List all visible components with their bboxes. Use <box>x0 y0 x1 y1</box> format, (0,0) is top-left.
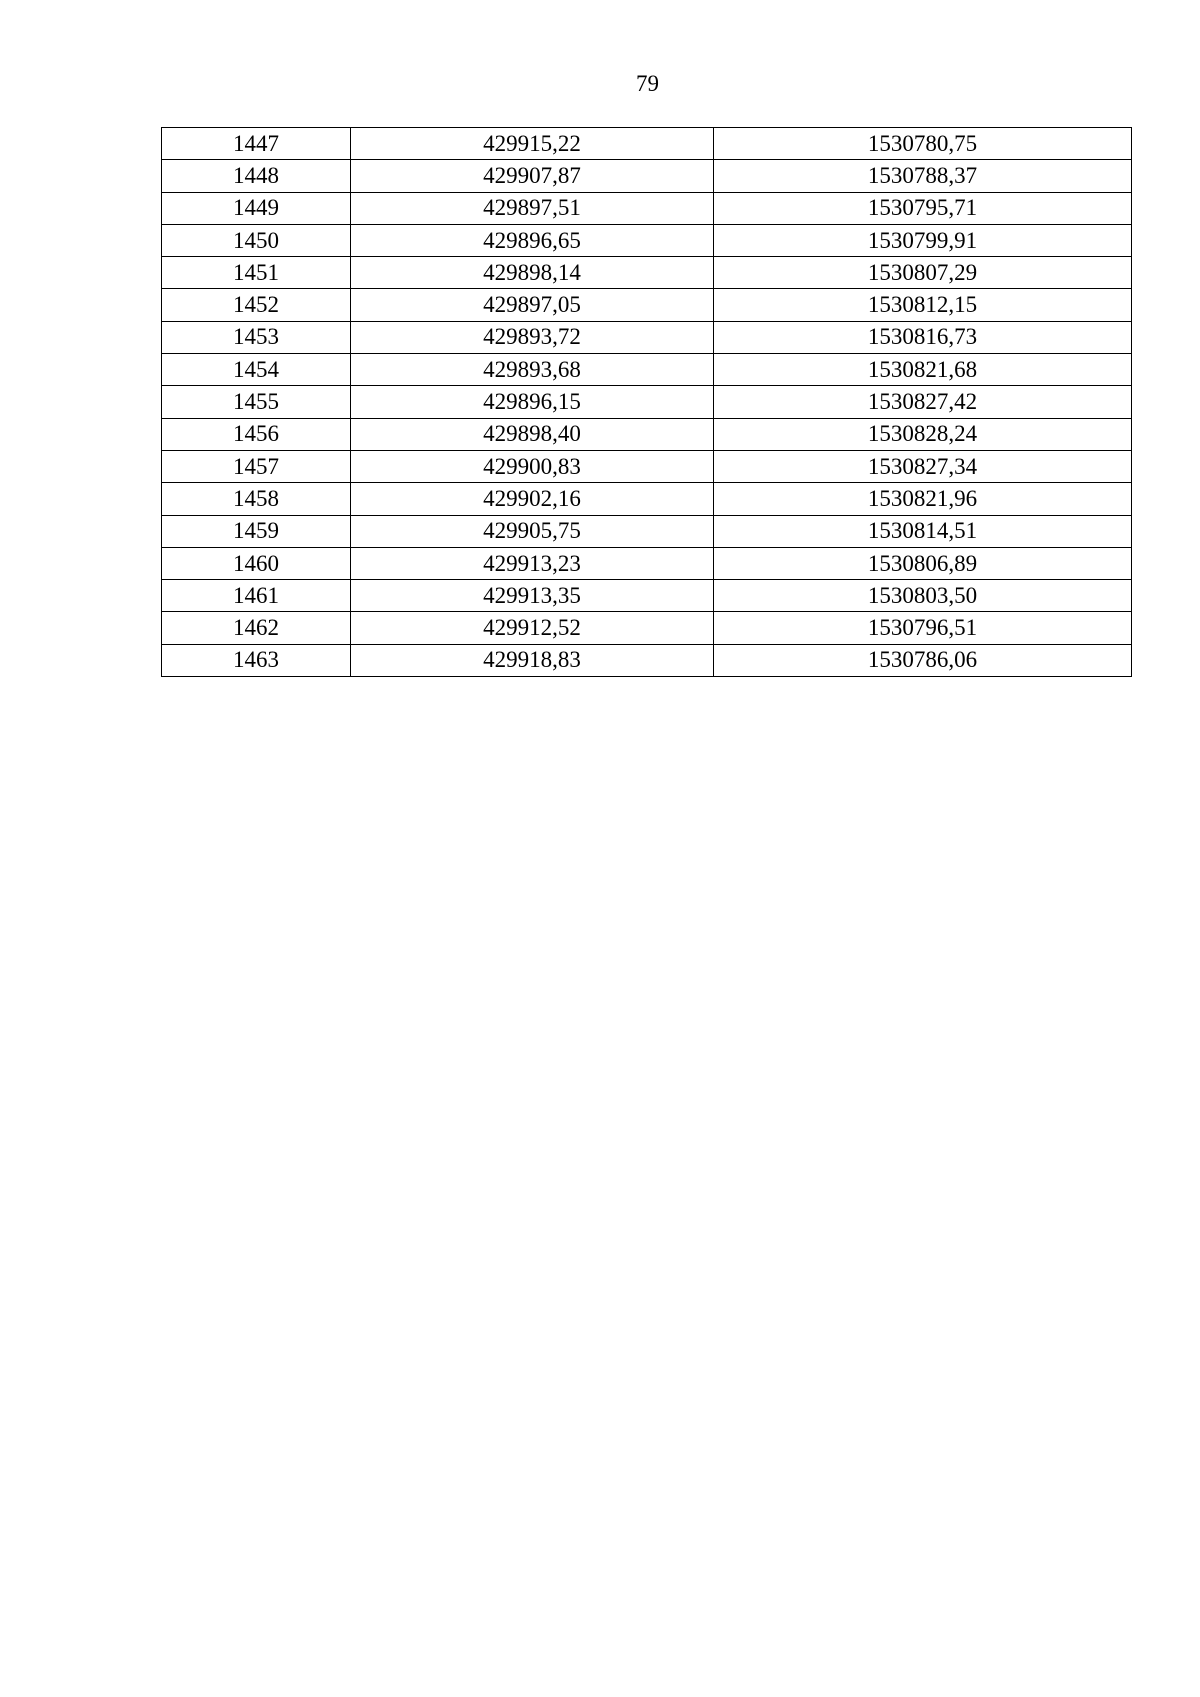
y-coordinate-cell: 1530795,71 <box>714 192 1132 224</box>
y-coordinate-cell: 1530828,24 <box>714 418 1132 450</box>
y-coordinate-cell: 1530807,29 <box>714 257 1132 289</box>
y-coordinate-cell: 1530827,42 <box>714 386 1132 418</box>
x-coordinate-cell: 429912,52 <box>351 612 714 644</box>
table-row <box>162 547 1132 579</box>
x-coordinate-cell: 429893,68 <box>351 354 714 386</box>
table-row <box>162 418 1132 450</box>
x-coordinate-cell: 429900,83 <box>351 450 714 482</box>
x-coordinate-cell: 429897,51 <box>351 192 714 224</box>
point-number-cell: 1450 <box>162 224 351 256</box>
y-coordinate-cell: 1530812,15 <box>714 289 1132 321</box>
y-coordinate-cell: 1530786,06 <box>714 644 1132 676</box>
point-number-cell: 1452 <box>162 289 351 321</box>
y-coordinate-cell: 1530806,89 <box>714 547 1132 579</box>
x-coordinate-cell: 429902,16 <box>351 483 714 515</box>
point-number-cell: 1453 <box>162 321 351 353</box>
point-number-cell: 1457 <box>162 450 351 482</box>
table-row <box>162 386 1132 418</box>
point-number-cell: 1448 <box>162 160 351 192</box>
point-number-cell: 1460 <box>162 547 351 579</box>
x-coordinate-cell: 429913,35 <box>351 580 714 612</box>
x-coordinate-cell: 429896,15 <box>351 386 714 418</box>
point-number-cell: 1458 <box>162 483 351 515</box>
y-coordinate-cell: 1530827,34 <box>714 450 1132 482</box>
table-row <box>162 644 1132 676</box>
point-number-cell: 1462 <box>162 612 351 644</box>
table-row <box>162 128 1132 160</box>
x-coordinate-cell: 429915,22 <box>351 128 714 160</box>
point-number-cell: 1451 <box>162 257 351 289</box>
y-coordinate-cell: 1530803,50 <box>714 580 1132 612</box>
y-coordinate-cell: 1530816,73 <box>714 321 1132 353</box>
point-number-cell: 1455 <box>162 386 351 418</box>
page-number: 79 <box>636 71 659 96</box>
table-row <box>162 483 1132 515</box>
x-coordinate-cell: 429913,23 <box>351 547 714 579</box>
table-row <box>162 192 1132 224</box>
coordinates-table <box>161 127 1132 677</box>
table-row <box>162 321 1132 353</box>
y-coordinate-cell: 1530814,51 <box>714 515 1132 547</box>
point-number-cell: 1459 <box>162 515 351 547</box>
point-number-cell: 1449 <box>162 192 351 224</box>
x-coordinate-cell: 429896,65 <box>351 224 714 256</box>
point-number-cell: 1463 <box>162 644 351 676</box>
point-number-cell: 1461 <box>162 580 351 612</box>
x-coordinate-cell: 429898,40 <box>351 418 714 450</box>
table-row <box>162 450 1132 482</box>
table-row <box>162 224 1132 256</box>
table-row <box>162 289 1132 321</box>
y-coordinate-cell: 1530780,75 <box>714 128 1132 160</box>
y-coordinate-cell: 1530799,91 <box>714 224 1132 256</box>
x-coordinate-cell: 429907,87 <box>351 160 714 192</box>
x-coordinate-cell: 429897,05 <box>351 289 714 321</box>
x-coordinate-cell: 429893,72 <box>351 321 714 353</box>
point-number-cell: 1454 <box>162 354 351 386</box>
x-coordinate-cell: 429918,83 <box>351 644 714 676</box>
point-number-cell: 1456 <box>162 418 351 450</box>
point-number-cell: 1447 <box>162 128 351 160</box>
y-coordinate-cell: 1530788,37 <box>714 160 1132 192</box>
table-row <box>162 580 1132 612</box>
x-coordinate-cell: 429905,75 <box>351 515 714 547</box>
table-row <box>162 354 1132 386</box>
x-coordinate-cell: 429898,14 <box>351 257 714 289</box>
table-row <box>162 160 1132 192</box>
table-row <box>162 515 1132 547</box>
table-row <box>162 612 1132 644</box>
y-coordinate-cell: 1530821,96 <box>714 483 1132 515</box>
table-row <box>162 257 1132 289</box>
coordinates-table-body <box>162 128 1132 677</box>
y-coordinate-cell: 1530796,51 <box>714 612 1132 644</box>
y-coordinate-cell: 1530821,68 <box>714 354 1132 386</box>
